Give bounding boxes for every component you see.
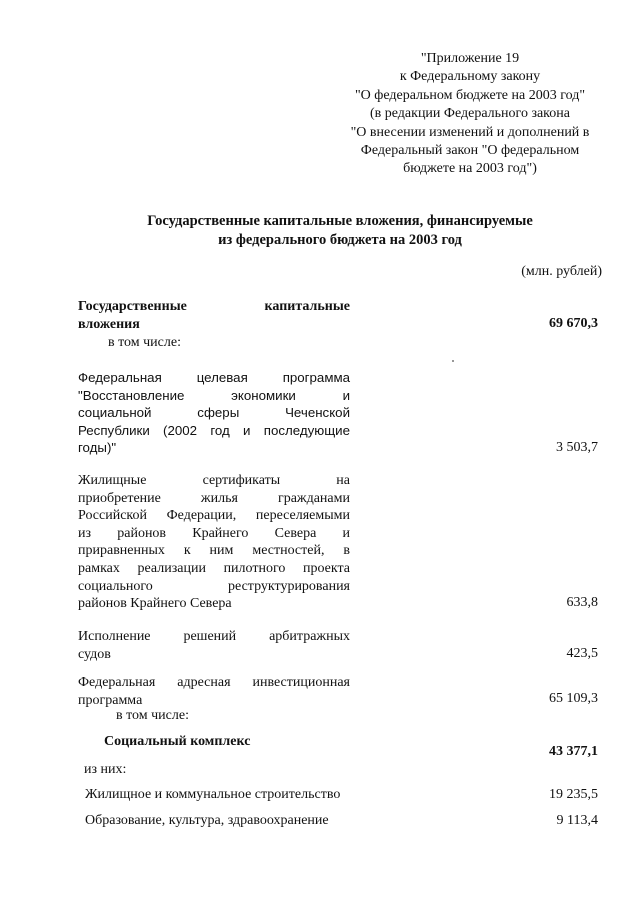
- annex-line: "О федеральном бюджете на 2003 год": [354, 87, 586, 103]
- row-housing-certificates-line: Российской Федерации, переселяемыми: [78, 508, 350, 524]
- row-housing-certificates-value: 633,8: [566, 595, 598, 610]
- row-housing-certificates-line: Жилищные сертификаты на: [78, 473, 350, 488]
- annex-line: бюджете на 2003 год"): [403, 161, 537, 177]
- row-total-value: 69 670,3: [549, 316, 598, 331]
- row-faip-value: 65 109,3: [549, 691, 598, 706]
- row-education-label: Образование, культура, здравоохранение: [85, 813, 329, 828]
- row-faip-sub: в том числе:: [116, 708, 189, 723]
- annex-header: [330, 50, 610, 179]
- row-housing-certificates-line: из районов Крайнего Севера и: [78, 525, 350, 541]
- annex-line: "О внесении изменений и дополнений в: [350, 124, 590, 140]
- row-chechnya-line: Республики (2002 год и последующие: [78, 422, 350, 438]
- row-chechnya-line: Федеральная целевая программа: [78, 370, 350, 385]
- title-line-2: из федерального бюджета на 2003 год: [218, 232, 462, 248]
- row-housing-certificates-line: приравненных к ним местностей, в: [78, 543, 350, 559]
- row-chechnya-label: [78, 369, 350, 457]
- annex-line: к Федеральному закону: [399, 69, 541, 85]
- row-housing-certificates-line: приобретение жилья гражданами: [78, 490, 350, 506]
- row-arbitration-line: судов: [78, 646, 111, 662]
- annex-line: "Приложение 19: [420, 51, 520, 66]
- row-chechnya-line: "Восстановление экономики и: [78, 387, 350, 403]
- row-social-label: Социальный комплекс: [104, 734, 251, 749]
- unit-label: (млн. рублей): [521, 264, 602, 279]
- row-faip-line: программа: [78, 692, 143, 708]
- scan-speck: [452, 360, 454, 362]
- row-faip-label: [78, 674, 350, 709]
- row-chechnya-line: годы)": [78, 440, 117, 456]
- row-chechnya-line: социальной сферы Чеченской: [78, 405, 350, 421]
- annex-line: (в редакции Федерального закона: [370, 106, 570, 122]
- row-faip-line: Федеральная адресная инвестиционная: [78, 675, 350, 690]
- row-social-value: 43 377,1: [549, 744, 598, 759]
- row-chechnya-value: 3 503,7: [556, 440, 598, 455]
- row-total-sub: в том числе:: [108, 335, 181, 350]
- row-housing-construction-label: Жилищное и коммунальное строительство: [85, 787, 341, 802]
- row-housing-certificates-line: районов Крайнего Севера: [78, 596, 232, 612]
- row-housing-certificates-line: социального реструктурирования: [78, 578, 350, 594]
- title-line-1: Государственные капитальные вложения, финансируемые: [147, 213, 533, 229]
- row-arbitration-label: [78, 628, 350, 663]
- row-housing-certificates-line: рамках реализации пилотного проекта: [78, 560, 350, 576]
- row-housing-construction-value: 19 235,5: [549, 787, 598, 802]
- row-total-label: [78, 298, 350, 333]
- document-title: [100, 212, 580, 250]
- row-arbitration-line: Исполнение решений арбитражных: [78, 629, 350, 644]
- row-total-line: вложения: [78, 316, 140, 332]
- row-housing-certificates-label: [78, 472, 350, 613]
- row-total-line: Государственные капитальные: [78, 299, 350, 314]
- row-arbitration-value: 423,5: [566, 646, 598, 661]
- annex-line: Федеральный закон "О федеральном: [360, 143, 580, 159]
- row-social-sub: из них:: [84, 762, 127, 777]
- row-education-value: 9 113,4: [556, 813, 598, 828]
